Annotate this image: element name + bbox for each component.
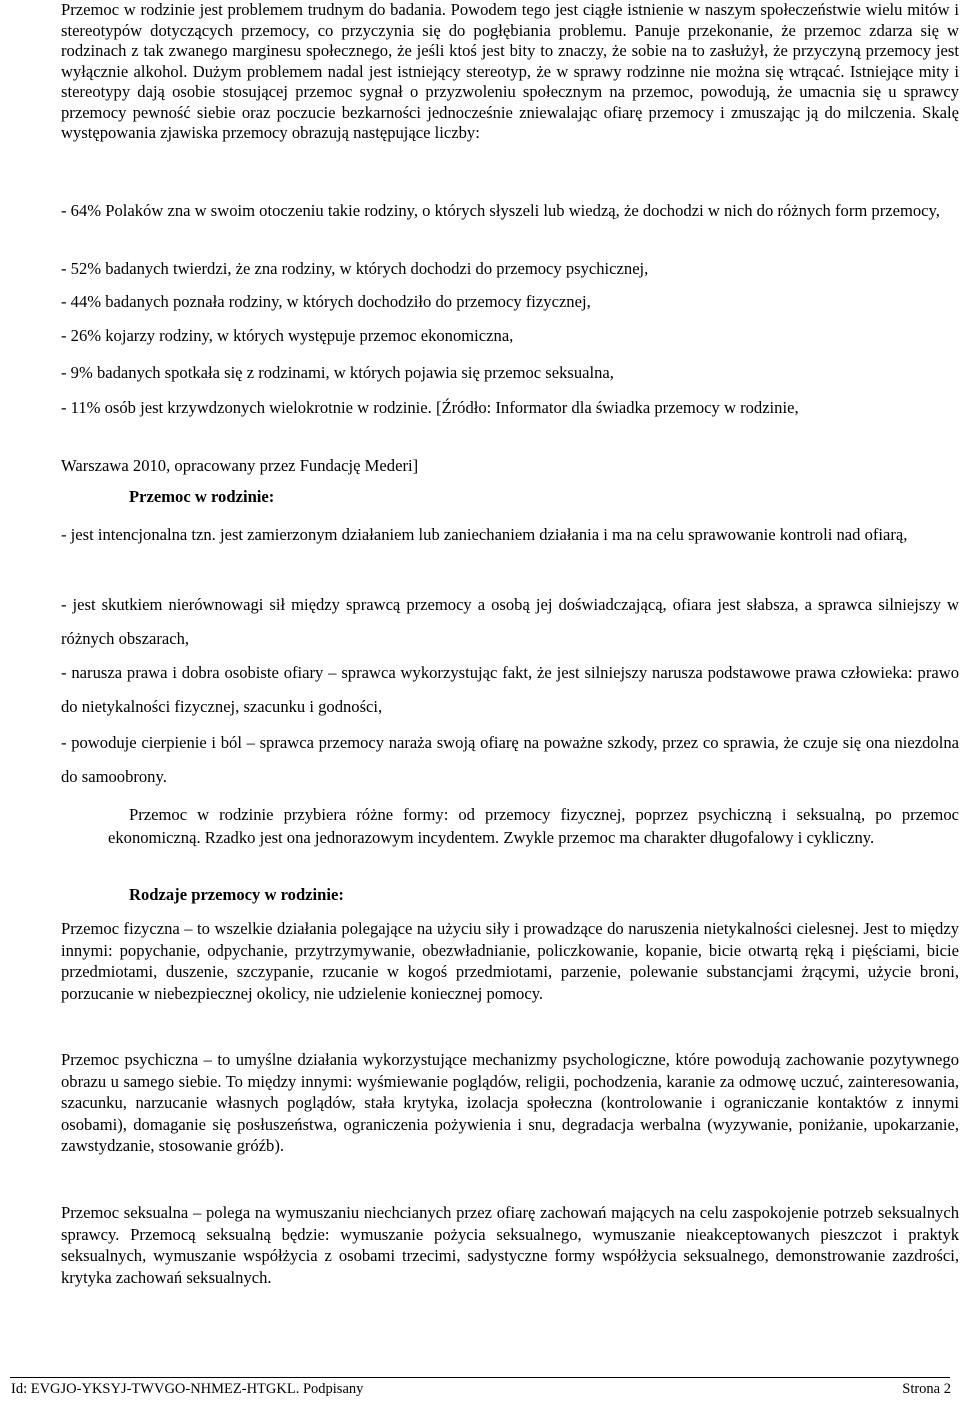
section-heading-types: Rodzaje przemocy w rodzinie: [129,885,344,904]
stat-item-3: - 44% badanych poznała rodziny, w których dochodziło do przemocy fizycznej, [61,292,591,311]
definition-item-1: - jest intencjonalna tzn. jest zamierzonym działaniem lub zaniechaniem działania i ma na celu sprawowanie kontroli nad ofiarą, [61,525,908,544]
source-line: Warszawa 2010, opracowany przez Fundację Mederi] [61,456,419,475]
section-heading-violence-in-family: Przemoc w rodzinie: [129,487,275,506]
footer-page-number: Strona 2 [902,1381,951,1397]
footer-document-id: Id: EVGJO-YKSYJ-TWVGO-NHMEZ-HTGKL. Podpisany [11,1381,364,1397]
footer-divider [10,1377,950,1378]
definition-item-4: - powoduje cierpienie i ból – sprawca przemocy naraża swoją ofiarę na poważne szkody, przez co sprawia, że czuje się ona niezdolna do samoobrony. [61,733,959,786]
definition-item-2: - jest skutkiem nierównowagi sił między sprawcą przemocy a osobą jej doświadczającą, ofiara jest słabsza, a sprawca silniejszy w różnych obszarach, [61,595,959,648]
stat-item-5: - 9% badanych spotkała się z rodzinami, w których pojawia się przemoc seksualna, [61,363,614,382]
stat-item-1: - 64% Polaków zna w swoim otoczeniu takie rodziny, o których słyszeli lub wiedzą, że dochodzi w nich do różnych form przemocy, [61,201,940,220]
stat-item-4: - 26% kojarzy rodziny, w których występuje przemoc ekonomiczna, [61,326,514,345]
definition-item-3: - narusza prawa i dobra osobiste ofiary – sprawca wykorzystując fakt, że jest silniejszy narusza podstawowe prawa człowieka: prawo do nietykalności fizycznej, szacunku i godności, [61,663,959,716]
stat-item-6: - 11% osób jest krzywdzonych wielokrotnie w rodzinie. [Źródło: Informator dla świadka przemocy w rodzinie, [61,398,799,417]
stat-item-2: - 52% badanych twierdzi, że zna rodziny, w których dochodzi do przemocy psychicznej, [61,259,649,278]
type-psychological-paragraph: Przemoc psychiczna – to umyślne działania wykorzystujące mechanizmy psychologiczne, które powodują zachowanie pozytywnego obrazu u samego siebie. To między innymi: wyśmiewanie poglądów, religii, pochodzenia, karanie za odmowę uczuć, zainteresowania, szacunku, narzucanie własnych poglądów, stała krytyka, izolacja społeczna (kontrolowanie i ograniczanie kontaktów z innymi osobami), domaganie się posłuszeństwa, ograniczenia pożywienia i snu, degradacja werbalna (wyzywanie, poniżanie, upokarzanie, zawstydzanie, stosowanie gróźb). [61,1050,959,1155]
forms-paragraph: Przemoc w rodzinie przybiera różne formy: od przemocy fizycznej, poprzez psychiczną i seksualną, po przemoc ekonomiczną. Rzadko jest ona jednorazowym incydentem. Zwykle przemoc ma charakter długofalowy i cykliczny. [108,805,959,847]
type-sexual-paragraph: Przemoc seksualna – polega na wymuszaniu niechcianych przez ofiarę zachowań mających na celu zaspokojenie potrzeb seksualnych sprawcy. Przemocą seksualną będzie: wymuszanie pożycia seksualnego, wymuszanie nieakceptowanych pieszczot i praktyk seksualnych, wymuszanie współżycia z osobami trzecimi, sadystyczne formy współżycia seksualnego, demonstrowanie zazdrości, krytyka zachowań seksualnych. [61,1203,959,1287]
type-physical-paragraph: Przemoc fizyczna – to wszelkie działania polegające na użyciu siły i prowadzące do naruszenia nietykalności cielesnej. Jest to między innymi: popychanie, odpychanie, przytrzymywanie, obezwładnianie, policzkowanie, kopanie, bicie otwartą ręką i pięściami, bicie przedmiotami, duszenie, szczypanie, rzucanie w kogoś przedmiotami, parzenie, polewanie substancjami żrącymi, użycie broni, porzucanie w niebezpiecznej okolicy, nie udzielenie koniecznej pomocy. [61,919,959,1003]
intro-paragraph: Przemoc w rodzinie jest problemem trudnym do badania. Powodem tego jest ciągłe istnienie w naszym społeczeństwie wielu mitów i stereotypów dotyczących przemocy, co przyczynia się do pogłębiania problemu. Panuje przekonanie, że przemoc zdarza się w rodzinach z tak zwanego marginesu społecznego, że jeśli ktoś jest bity to znaczy, że sobie na to zasłużył, że przyczyną przemocy jest wyłącznie alkohol. Dużym problemem nadal jest istniejący stereotyp, że w sprawy rodzinne nie można się wtrącać. Istniejące mity i stereotypy dają osobie stosującej przemoc sygnał o przyzwoleniu społecznym na przemoc, powodują, że umacnia się u sprawcy przemocy pewność siebie oraz poczucie bezkarności jednocześnie zniewalając ofiarę przemocy i zmuszając ją do milczenia. Skalę występowania zjawiska przemocy obrazują następujące liczby: [61,0,959,142]
